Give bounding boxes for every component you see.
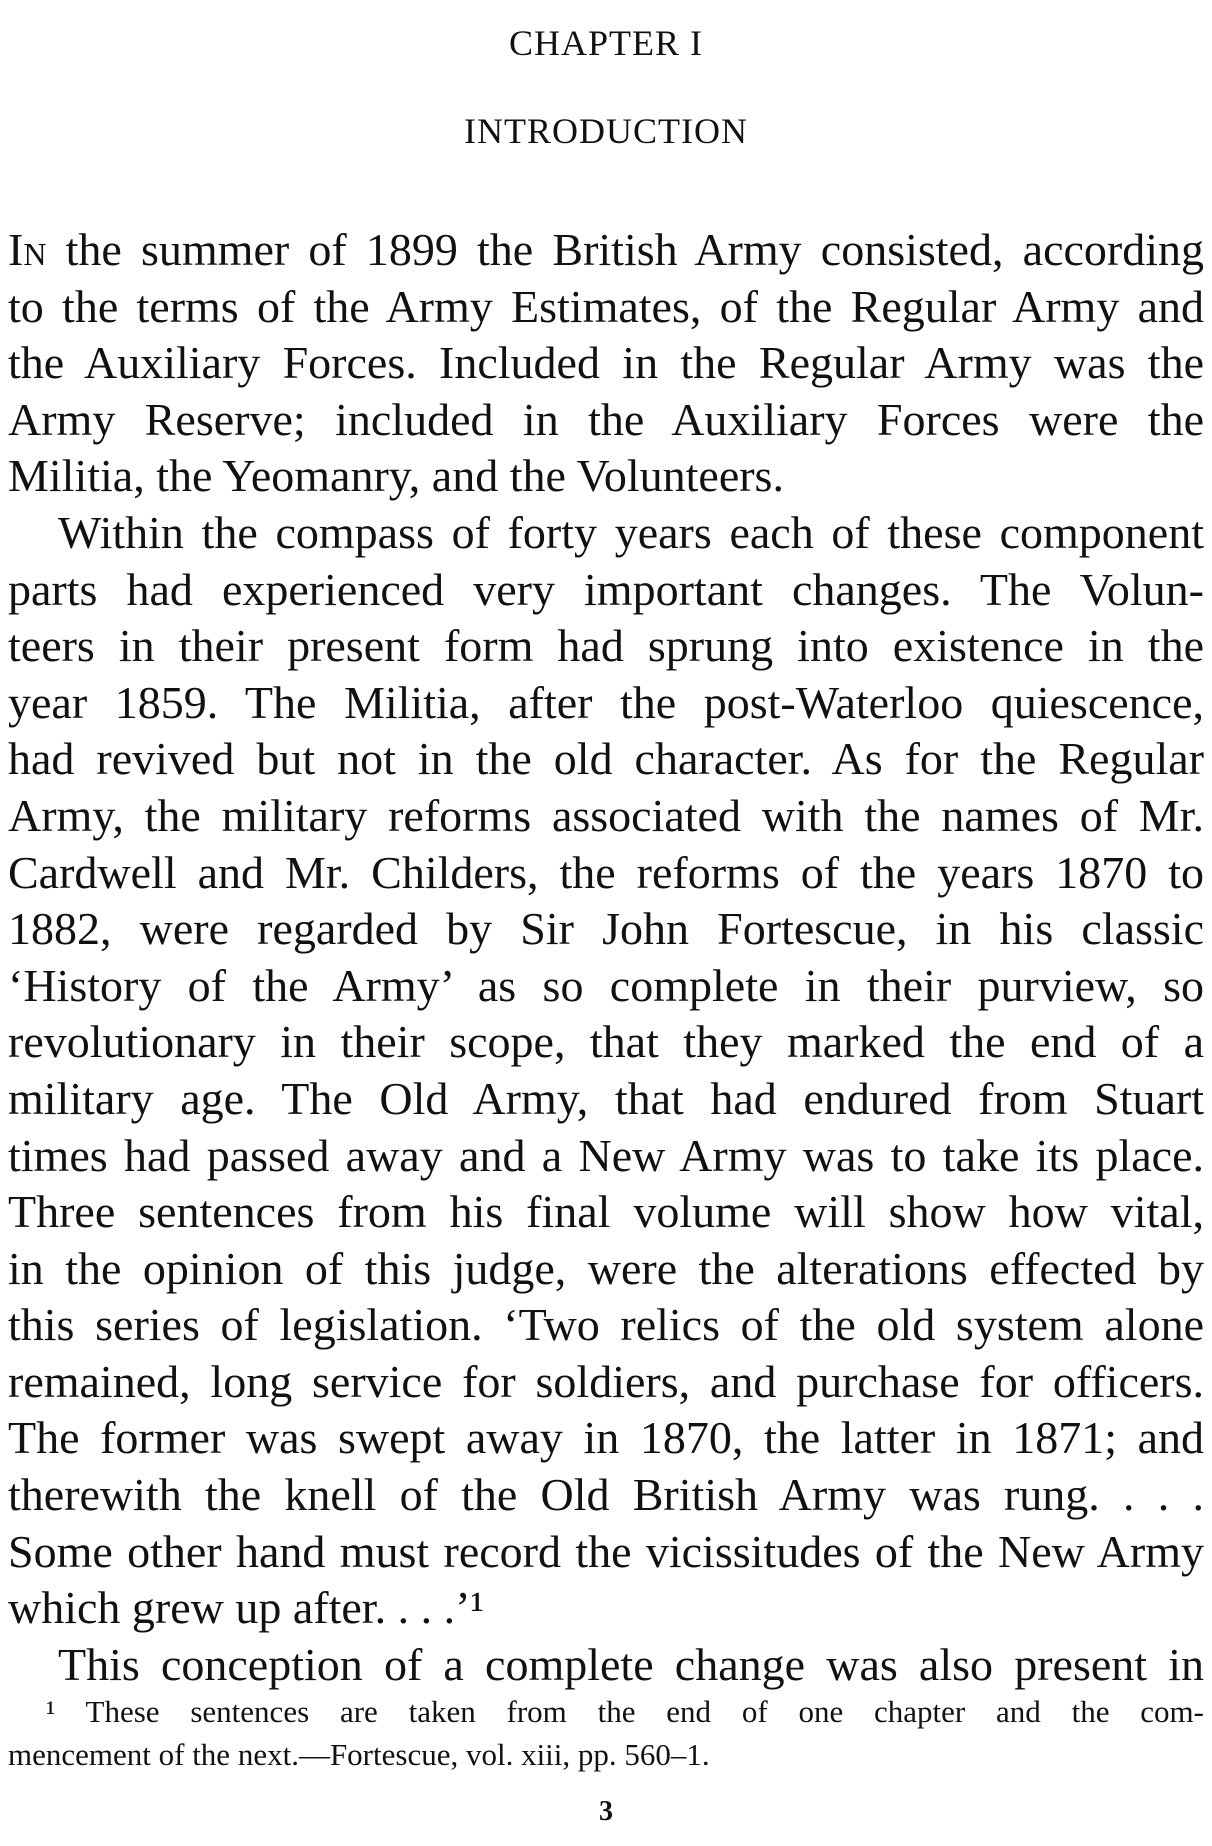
body-line: Army Reserve; included in the Auxiliary Forces were the [8, 393, 1204, 445]
body-line: military age. The Old Army, that had endured from Stuart [8, 1072, 1204, 1124]
footnote [8, 1690, 1204, 1776]
body-line: Within the compass of forty years each of these component [58, 506, 1204, 558]
body-line: Some other hand must record the vicissitudes of the New Army [8, 1525, 1204, 1577]
body-line: 1882, were regarded by Sir John Fortescue, in his classic [8, 903, 1204, 955]
body-line: which grew up after. . . .’¹ [8, 1582, 485, 1634]
page-number: 3 [599, 1796, 613, 1827]
body-line: year 1859. The Militia, after the post-Waterloo quiescence, [8, 676, 1204, 728]
body-line: times had passed away and a New Army was to take its place. [8, 1129, 1204, 1181]
body-line: teers in their present form had sprung into existence in the [8, 620, 1204, 672]
chapter-title: INTRODUCTION [464, 111, 748, 151]
body-line: Army, the military reforms associated with the names of Mr. [8, 789, 1204, 841]
body-line: This conception of a complete change was also present in [58, 1638, 1204, 1690]
body-line: remained, long service for soldiers, and purchase for officers. [8, 1355, 1204, 1407]
body-line: Militia, the Yeomanry, and the Volunteers. [8, 450, 784, 502]
body-line: revolutionary in their scope, that they marked the end of a [8, 1016, 1204, 1068]
footnote-line: mencement of the next.—Fortescue, vol. xiii, pp. 560–1. [8, 1737, 710, 1772]
body-line: to the terms of the Army Estimates, of the Regular Army and [8, 280, 1204, 332]
body-line: Cardwell and Mr. Childers, the reforms of the years 1870 to [8, 846, 1204, 898]
body-line: the Auxiliary Forces. Included in the Regular Army was the [8, 337, 1204, 389]
body-line: The former was swept away in 1870, the latter in 1871; and [8, 1412, 1204, 1464]
body-line: parts had experienced very important changes. The Volun- [8, 563, 1204, 615]
footnote-line: ¹ These sentences are taken from the end of one chapter and the com- [46, 1694, 1204, 1729]
body-line: in the opinion of this judge, were the alterations effected by [8, 1242, 1204, 1294]
body-line: therewith the knell of the Old British Army was rung. . . . [8, 1469, 1204, 1521]
body-line: Three sentences from his final volume will show how vital, [8, 1186, 1204, 1238]
body-line: this series of legislation. ‘Two relics of the old system alone [8, 1299, 1204, 1351]
body-line: had revived but not in the old character. As for the Regular [8, 733, 1204, 785]
body-line: In the summer of 1899 the British Army consisted, according [8, 224, 1204, 275]
body-line: ‘History of the Army’ as so complete in their purview, so [8, 959, 1204, 1011]
body-text [8, 222, 1204, 1693]
chapter-label: CHAPTER I [508, 23, 703, 63]
